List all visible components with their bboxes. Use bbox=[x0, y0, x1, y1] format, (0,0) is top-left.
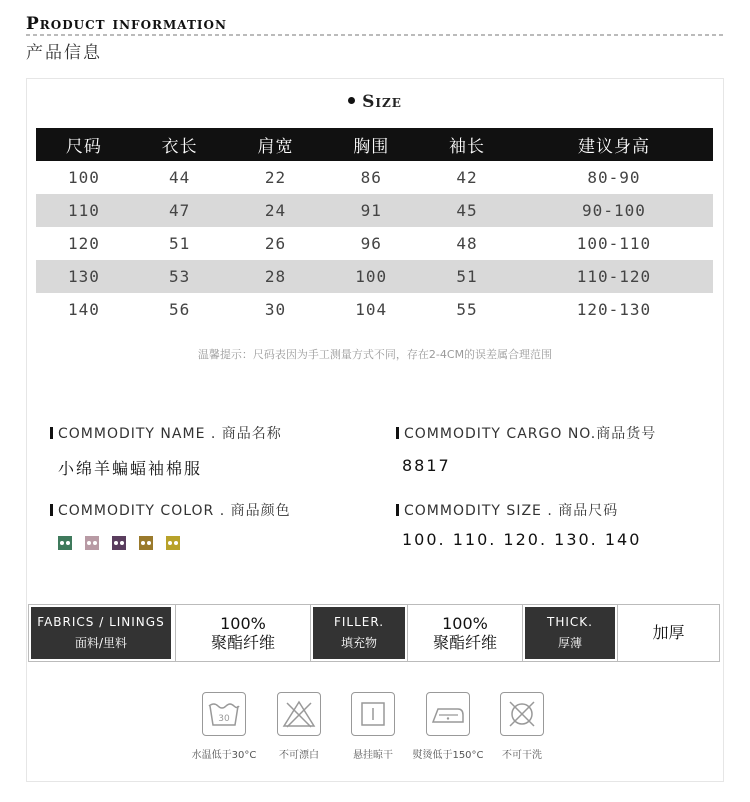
care-label: 不可干洗 bbox=[502, 750, 542, 761]
thick-value-text: 加厚 bbox=[652, 623, 685, 643]
table-cell: 91 bbox=[323, 194, 419, 227]
fabrics-value bbox=[175, 605, 311, 661]
label-bar-icon bbox=[50, 427, 53, 439]
col-header: 尺码 bbox=[36, 128, 132, 161]
care-label: 悬挂晾干 bbox=[353, 750, 393, 761]
filler-header bbox=[313, 607, 405, 659]
header-subtitle: 产品信息 bbox=[26, 43, 102, 63]
table-cell: 120-130 bbox=[576, 300, 652, 319]
size-table bbox=[36, 128, 713, 326]
table-cell: 24 bbox=[228, 194, 324, 227]
care-item bbox=[184, 692, 264, 761]
table-cell: 48 bbox=[456, 234, 478, 253]
commodity-color-label bbox=[50, 500, 291, 520]
wash-30-icon bbox=[202, 692, 246, 736]
commodity-name-label-text: COMMODITY NAME . 商品名称 bbox=[58, 426, 282, 442]
col-header: 肩宽 bbox=[228, 128, 324, 161]
table-cell: 44 bbox=[169, 168, 191, 187]
header-divider bbox=[26, 34, 724, 36]
size-table-header bbox=[36, 128, 713, 161]
thick-cn: 厚薄 bbox=[557, 636, 582, 650]
table-cell: 120 bbox=[67, 234, 100, 253]
table-row bbox=[36, 194, 713, 227]
table-cell: 22 bbox=[264, 168, 287, 187]
commodity-cargo-label bbox=[396, 423, 656, 443]
col-header: 袖长 bbox=[419, 128, 515, 161]
no-bleach-icon bbox=[277, 692, 321, 736]
table-cell: 30 bbox=[264, 300, 287, 319]
label-bar-icon bbox=[396, 504, 399, 516]
table-row bbox=[36, 293, 713, 326]
iron-low-icon bbox=[426, 692, 470, 736]
size-title bbox=[0, 92, 750, 112]
care-label: 不可漂白 bbox=[279, 750, 319, 761]
filler-value bbox=[407, 605, 523, 661]
fabrics-cn: 面料/里料 bbox=[74, 636, 128, 650]
col-header: 胸围 bbox=[323, 128, 419, 161]
table-cell: 26 bbox=[264, 234, 287, 253]
thick-en: THICK. bbox=[547, 615, 593, 629]
commodity-cargo-value: 8817 bbox=[402, 456, 451, 475]
table-cell: 42 bbox=[456, 168, 478, 187]
table-cell: 51 bbox=[419, 260, 515, 293]
table-cell: 53 bbox=[132, 260, 228, 293]
care-item bbox=[408, 692, 488, 761]
table-cell: 100-110 bbox=[576, 234, 652, 253]
table-cell: 47 bbox=[132, 194, 228, 227]
col-header: 建议身高 bbox=[515, 128, 713, 161]
hang-dry-icon bbox=[351, 692, 395, 736]
table-cell: 100 bbox=[67, 168, 100, 187]
commodity-name-label bbox=[50, 423, 282, 443]
commodity-color-label-text: COMMODITY COLOR . 商品颜色 bbox=[58, 503, 291, 519]
fabrics-value-line2: 聚酯纤维 bbox=[210, 633, 275, 652]
table-cell: 100 bbox=[323, 260, 419, 293]
color-swatch-icon[interactable] bbox=[112, 536, 126, 550]
table-cell: 56 bbox=[169, 300, 191, 319]
table-cell: 140 bbox=[67, 300, 100, 319]
table-cell: 130 bbox=[36, 260, 132, 293]
commodity-name-value: 小绵羊蝙蝠袖棉服 bbox=[58, 459, 203, 478]
care-label: 熨烫低于150°C bbox=[412, 750, 484, 761]
care-item bbox=[482, 692, 562, 761]
filler-en: FILLER. bbox=[333, 615, 385, 629]
no-dry-clean-icon bbox=[500, 692, 544, 736]
commodity-cargo-label-text: COMMODITY CARGO NO.商品货号 bbox=[404, 426, 657, 442]
fabrics-en: FABRICS / LININGS bbox=[37, 615, 165, 629]
care-item bbox=[333, 692, 413, 761]
table-cell: 45 bbox=[419, 194, 515, 227]
table-cell: 51 bbox=[169, 234, 191, 253]
col-header: 衣长 bbox=[132, 128, 228, 161]
table-cell: 104 bbox=[355, 300, 388, 319]
table-cell: 28 bbox=[228, 260, 324, 293]
table-row bbox=[36, 260, 713, 293]
size-title-text: Size bbox=[362, 92, 402, 112]
table-row bbox=[36, 227, 713, 260]
fabrics-value-line1: 100% bbox=[220, 613, 266, 633]
table-row bbox=[36, 161, 713, 194]
commodity-size-label-text: COMMODITY SIZE . 商品尺码 bbox=[404, 503, 619, 519]
color-swatch-icon[interactable] bbox=[139, 536, 153, 550]
filler-cn: 填充物 bbox=[340, 636, 377, 650]
color-swatch-icon[interactable] bbox=[58, 536, 72, 550]
table-cell: 110-120 bbox=[515, 260, 713, 293]
label-bar-icon bbox=[396, 427, 399, 439]
color-swatch-icon[interactable] bbox=[85, 536, 99, 550]
size-note: 温馨提示：尺码表因为手工测量方式不同，存在2-4CM的误差属合理范围 bbox=[197, 348, 553, 361]
label-bar-icon bbox=[50, 504, 53, 516]
table-cell: 90-100 bbox=[515, 194, 713, 227]
fabric-table bbox=[28, 604, 720, 662]
fabrics-header bbox=[31, 607, 171, 659]
bullet-icon bbox=[348, 97, 355, 104]
header-title: Product information bbox=[26, 14, 227, 34]
color-swatch-icon[interactable] bbox=[166, 536, 180, 550]
table-cell: 55 bbox=[456, 300, 478, 319]
table-cell: 110 bbox=[36, 194, 132, 227]
table-cell: 80-90 bbox=[587, 168, 641, 187]
commodity-size-label bbox=[396, 500, 618, 520]
table-cell: 86 bbox=[360, 168, 382, 187]
care-item bbox=[259, 692, 339, 761]
table-cell: 96 bbox=[360, 234, 382, 253]
color-swatches bbox=[58, 536, 180, 550]
thick-value bbox=[617, 605, 719, 661]
filler-value-line1: 100% bbox=[442, 613, 488, 633]
care-label: 水温低于30°C bbox=[191, 750, 257, 761]
wash-temp-text: 30 bbox=[218, 714, 230, 724]
filler-value-line2: 聚酯纤维 bbox=[432, 633, 497, 652]
thick-header bbox=[525, 607, 615, 659]
commodity-size-value: 100. 110. 120. 130. 140 bbox=[402, 530, 642, 549]
